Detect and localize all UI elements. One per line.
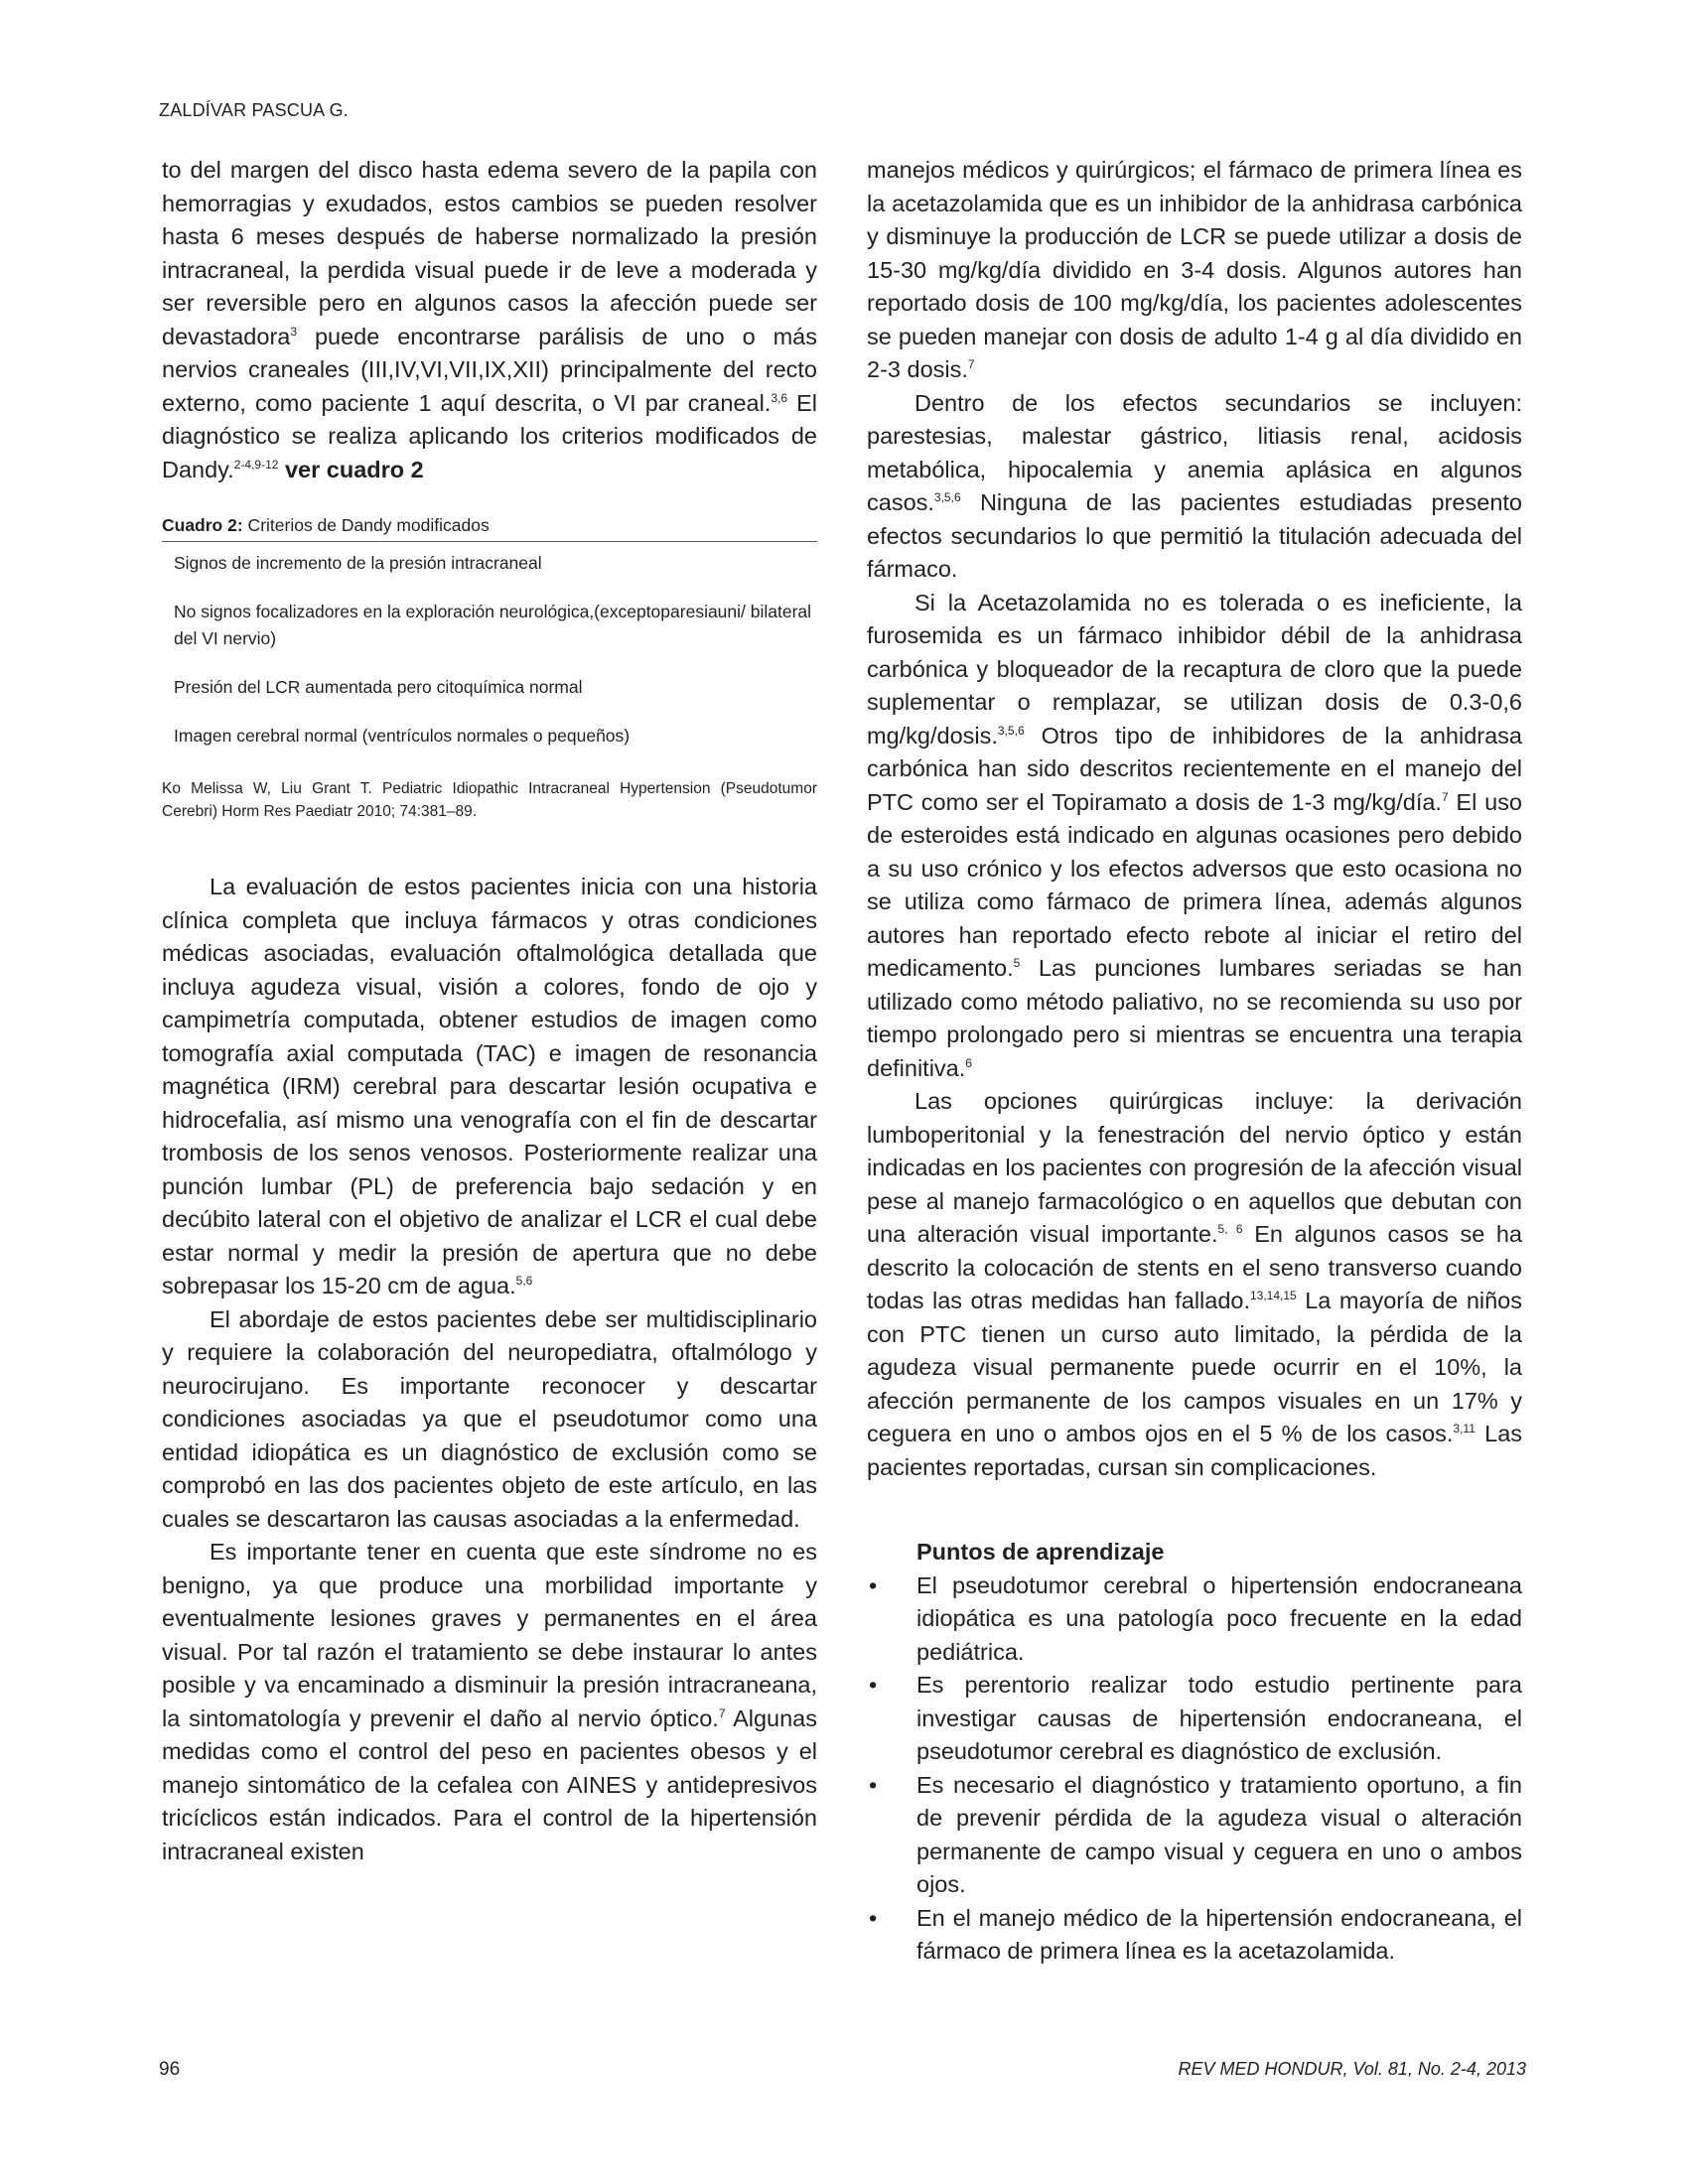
list-item: • Es necesario el diagnóstico y tratamiento oportuno, a fin de prevenir pérdida de la agudeza visual o alteración permanente de campo visual y ceguera en uno o ambos ojos.: [867, 1769, 1522, 1902]
left-column: [162, 154, 817, 1868]
right-column: [867, 154, 1522, 1969]
table-row: No signos focalizadores en la exploración neurológica,(exceptoparesiauni/ bilateral del VI nervio): [174, 602, 812, 648]
citation: 5: [1013, 956, 1021, 970]
citation: 5, 6: [1217, 1222, 1243, 1236]
learning-points-list: [867, 1570, 1522, 1969]
citation: 3: [290, 324, 298, 339]
citation: 3,5,6: [997, 723, 1025, 738]
journal-citation: REV MED HONDUR, Vol. 81, No. 2-4, 2013: [1178, 2059, 1526, 2079]
citation: 7: [967, 357, 975, 371]
paragraph: Dentro de los efectos secundarios se incluyen: parestesias, malestar gástrico, litiasis renal, acidosis metabólica, hipocalemia y anemia aplásica en algunos casos.$^{3,5,6}$ Ninguna de las pacientes estudiadas presento efectos secundarios lo que permitió la titulación adecuada del fármaco.: [867, 389, 1522, 582]
citation: 5,6: [515, 1274, 533, 1288]
section-heading: Puntos de aprendizaje: [916, 1539, 1165, 1565]
running-head: ZALDÍVAR PASCUA G.: [159, 100, 349, 120]
table-row: Signos de incremento de la presión intracraneal: [174, 553, 542, 573]
citation: 3,5,6: [933, 490, 961, 504]
citation: 6: [965, 1055, 972, 1070]
paragraph: El abordaje de estos pacientes debe ser multidisciplinario y requiere la colaboración del neuropediatra, oftalmólogo y neurocirujano. Es importante reconocer y descartar condiciones asociadas ya que el pseudotumor como una entidad idiopática es un diagnóstico de exclusión como se comprobó en las dos pacientes objeto de este artículo, en las cuales se descartaron las causas asociadas a la enfermedad.: [162, 1305, 817, 1532]
list-item: • Es perentorio realizar todo estudio pertinente para investigar causas de hipertensión endocraneana, el pseudotumor cerebral es diagnóstico de exclusión.: [867, 1669, 1522, 1769]
list-item: • El pseudotumor cerebral o hipertensión endocraneana idiopática es una patología poco frecuente en la edad pediátrica.: [867, 1570, 1522, 1670]
paragraph: La evaluación de estos pacientes inicia con una historia clínica completa que incluya fármacos y otras condiciones médicas asociadas, evaluación oftalmológica detallada que incluya agudeza visual, visión a colores, fondo de ojo y campimetría computada, obtener estudios de imagen como tomografía axial computada (TAC) e imagen de resonancia magnética (IRM) cerebral para descartar lesión ocupativa e hidrocefalia, así mismo una venografía con el fin de descartar trombosis de los senos venosos. Posteriormente realizar una punción lumbar (PL) de preferencia bajo sedación y en decúbito lateral con el objetivo de analizar el LCR el cual debe estar normal y medir la presión de apertura que no debe sobrepasar los 15-20 cm de agua.$^{5,6}$: [162, 874, 817, 1298]
list-item: • En el manejo médico de la hipertensión endocraneana, el fármaco de primera línea es la acetazolamida.: [867, 1902, 1522, 1969]
criteria-table: [162, 512, 817, 823]
citation: 7: [718, 1706, 726, 1720]
citation: 13,14,15: [1250, 1289, 1297, 1302]
citation: 2-4,9-12: [233, 457, 279, 472]
table-caption: Cuadro 2: Criterios de Dandy modificados: [162, 515, 490, 535]
table-reference: ver cuadro 2: [278, 456, 424, 482]
table-source: Ko Melissa W, Liu Grant T. Pediatric Idiopathic Intracraneal Hypertension (Pseudotumor Cerebri) Horm Res Paediatr 2010; 74:381–89.: [162, 780, 817, 820]
citation: 3,11: [1453, 1422, 1476, 1435]
table-row: Presión del LCR aumentada pero citoquímica normal: [174, 677, 583, 697]
citation: 3,6: [771, 390, 788, 405]
paragraph: Las opciones quirúrgicas incluye: la derivación lumboperitonial y la fenestración del nervio óptico y están indicadas en los pacientes con progresión de la afección visual pese al manejo farmacológico o en aquellos que debutan con una alteración visual importante.$^{5, 6}$ En algunos casos se ha descrito la colocación de stents en el seno transverso cuando todas las otras medidas han fallado.$^{13,14,15}$ La mayoría de niños con PTC tienen un curso auto limitado, la pérdida de la agudeza visual permanente puede ocurrir en el 10%, la afección permanente de los campos visuales en un 17% y ceguera en uno o ambos ojos en el 5 % de los casos.$^{3,11}$ Las pacientes reportadas, cursan sin complicaciones.: [867, 1088, 1523, 1480]
paragraph: to del margen del disco hasta edema severo de la papila con hemorragias y exudados, estos cambios se pueden resolver hasta 6 meses después de haberse normalizado la presión intracraneal, la perdida visual puede ir de leve a moderada y ser reversible pero en algunos casos la afección puede ser devastadora$^3$ puede encontrarse parálisis de uno o más nervios craneales (III,IV,VI,VII,IX,XII) principalmente del recto externo, como paciente 1 aquí descrita, o VI par craneal.$^{3,6}$ El diagnóstico se realiza aplicando los criterios modificados de Dandy.$^{2-4,9-12}$ ver cuadro 2: [162, 157, 817, 482]
paragraph: manejos médicos y quirúrgicos; el fármaco de primera línea es la acetazolamida que es un inhibidor de la anhidrasa carbónica y disminuye la producción de LCR se puede utilizar a dosis de 15-30 mg/kg/día dividido en 3-4 dosis. Algunos autores han reportado dosis de 100 mg/kg/día, los pacientes adolescentes se pueden manejar con dosis de adulto 1-4 g al día dividido en 2-3 dosis.$^7$: [867, 157, 1522, 382]
paragraph: Es importante tener en cuenta que este síndrome no es benigno, ya que produce una morbilidad importante y eventualmente lesiones graves y permanentes en el área visual. Por tal razón el tratamiento se debe instaurar lo antes posible y va encaminado a disminuir la presión intracraneana, la sintomatología y prevenir el daño al nervio óptico.$^7$ Algunas medidas como el control del peso en pacientes obesos y el manejo sintomático de la cefalea con AINES y antidepresivos tricíclicos están indicados. Para el control de la hipertensión intracraneal existen: [162, 1539, 817, 1864]
page-number: 96: [159, 2059, 181, 2080]
table-row: Imagen cerebral normal (ventrículos normales o pequeños): [174, 726, 631, 746]
citation: 7: [1441, 789, 1449, 804]
paragraph: Si la Acetazolamida no es tolerada o es ineficiente, la furosemida es un fármaco inhibidor débil de la anhidrasa carbónica y bloqueador de la recaptura de cloro que la puede suplementar o remplazar, se utilizan dosis de 0.3-0,6 mg/kg/dosis.$^{3,5,6}$ Otros tipo de inhibidores de la anhidrasa carbónica han sido descritos recientemente en el manejo del PTC como ser el Topiramato a dosis de 1-3 mg/kg/día.$^7$ El uso de esteroides está indicado en algunas ocasiones pero debido a su uso crónico y los efectos adversos que esto ocasiona no se utiliza como fármaco de primera línea, además algunos autores han reportado efecto rebote al iniciar el retiro del medicamento.$^5$ Las punciones lumbares seriadas se han utilizado como método paliativo, no se recomienda su uso por tiempo prolongado pero si mientras se encuentra una terapia definitiva.$^6$: [867, 589, 1522, 1081]
